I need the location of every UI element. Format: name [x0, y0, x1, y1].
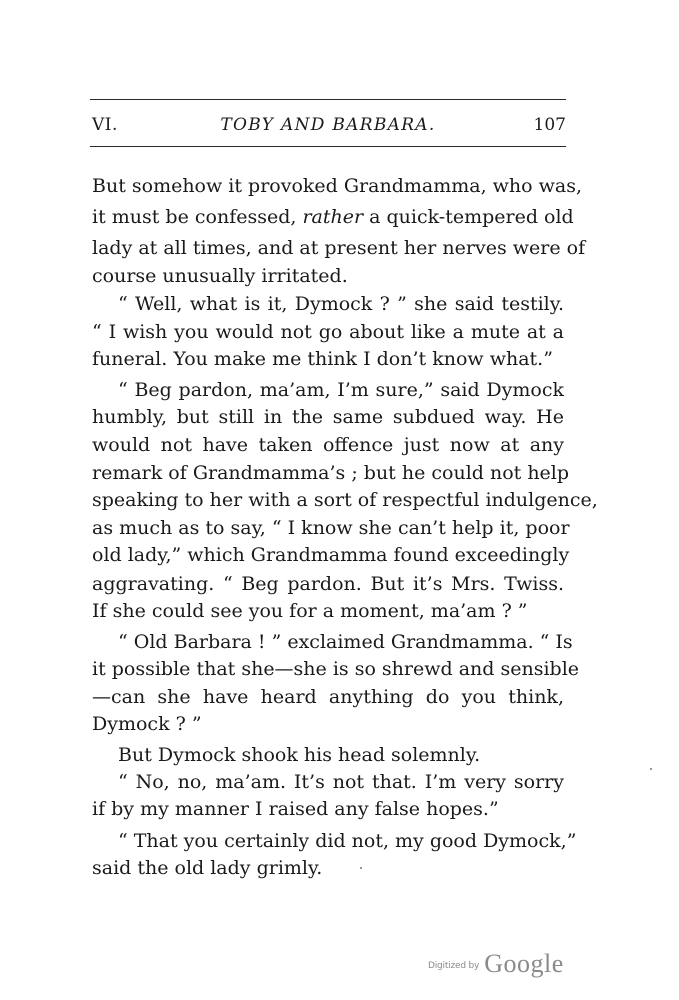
- text-line: humbly, but still in the same subdued way. He: [92, 406, 564, 428]
- running-title: TOBY AND BARBARA.: [220, 115, 436, 135]
- text-line: would not have taken offence just now at any: [92, 434, 564, 456]
- text-line: “ Well, what is it, Dymock ? ” she said testily.: [118, 293, 564, 315]
- text-line: “ Old Barbara ! ” exclaimed Grandmamma. “ Is: [118, 631, 573, 653]
- text-line: Dymock ? ”: [92, 713, 202, 735]
- text-line: as much as to say, “ I know she can’t help it, poor: [92, 517, 570, 539]
- text-line: speaking to her with a sort of respectful indulgence,: [92, 489, 598, 511]
- google-logo: Google: [484, 949, 564, 978]
- chapter-number: VI.: [92, 115, 118, 135]
- text-line: “ Beg pardon, ma’am, I’m sure,” said Dymock: [118, 379, 564, 401]
- text-line: lady at all times, and at present her nerves were of: [92, 237, 586, 259]
- italic-word: rather: [302, 206, 364, 228]
- scan-speck: [360, 867, 362, 869]
- text-line: funeral. You make me think I don’t know what.”: [92, 348, 553, 370]
- text-line: If she could see you for a moment, ma’am ? ”: [92, 600, 528, 622]
- scan-speck: [650, 768, 652, 770]
- text-line: But Dymock shook his head solemnly.: [118, 744, 481, 766]
- text-line: But somehow it provoked Grandmamma, who was,: [92, 175, 583, 197]
- text-segment: it must be confessed,: [92, 206, 303, 228]
- text-line: “ No, no, ma’am. It’s not that. I’m very sorry: [118, 771, 564, 793]
- text-line: said the old lady grimly.: [92, 857, 323, 879]
- text-line-with-italic: [92, 205, 574, 229]
- text-line: course unusually irritated.: [92, 265, 348, 287]
- text-line: “ That you certainly did not, my good Dymock,”: [118, 830, 577, 852]
- digitized-label: Digitized by: [428, 961, 480, 971]
- text-line: old lady,” which Grandmamma found exceedingly: [92, 544, 570, 566]
- page-number: 107: [533, 115, 566, 135]
- digitized-by-google-watermark: [428, 949, 564, 979]
- text-line: —can she have heard anything do you think,: [92, 686, 564, 708]
- text-line: aggravating. “ Beg pardon. But it’s Mrs. Twiss.: [92, 573, 564, 595]
- text-segment: a quick-tempered old: [363, 206, 574, 228]
- text-line: it possible that she—she is so shrewd and sensible: [92, 658, 580, 680]
- text-line: “ I wish you would not go about like a mute at a: [92, 321, 564, 343]
- text-line: if by my manner I raised any false hopes.”: [92, 798, 499, 820]
- text-line: remark of Grandmamma’s ; but he could not help: [92, 462, 570, 484]
